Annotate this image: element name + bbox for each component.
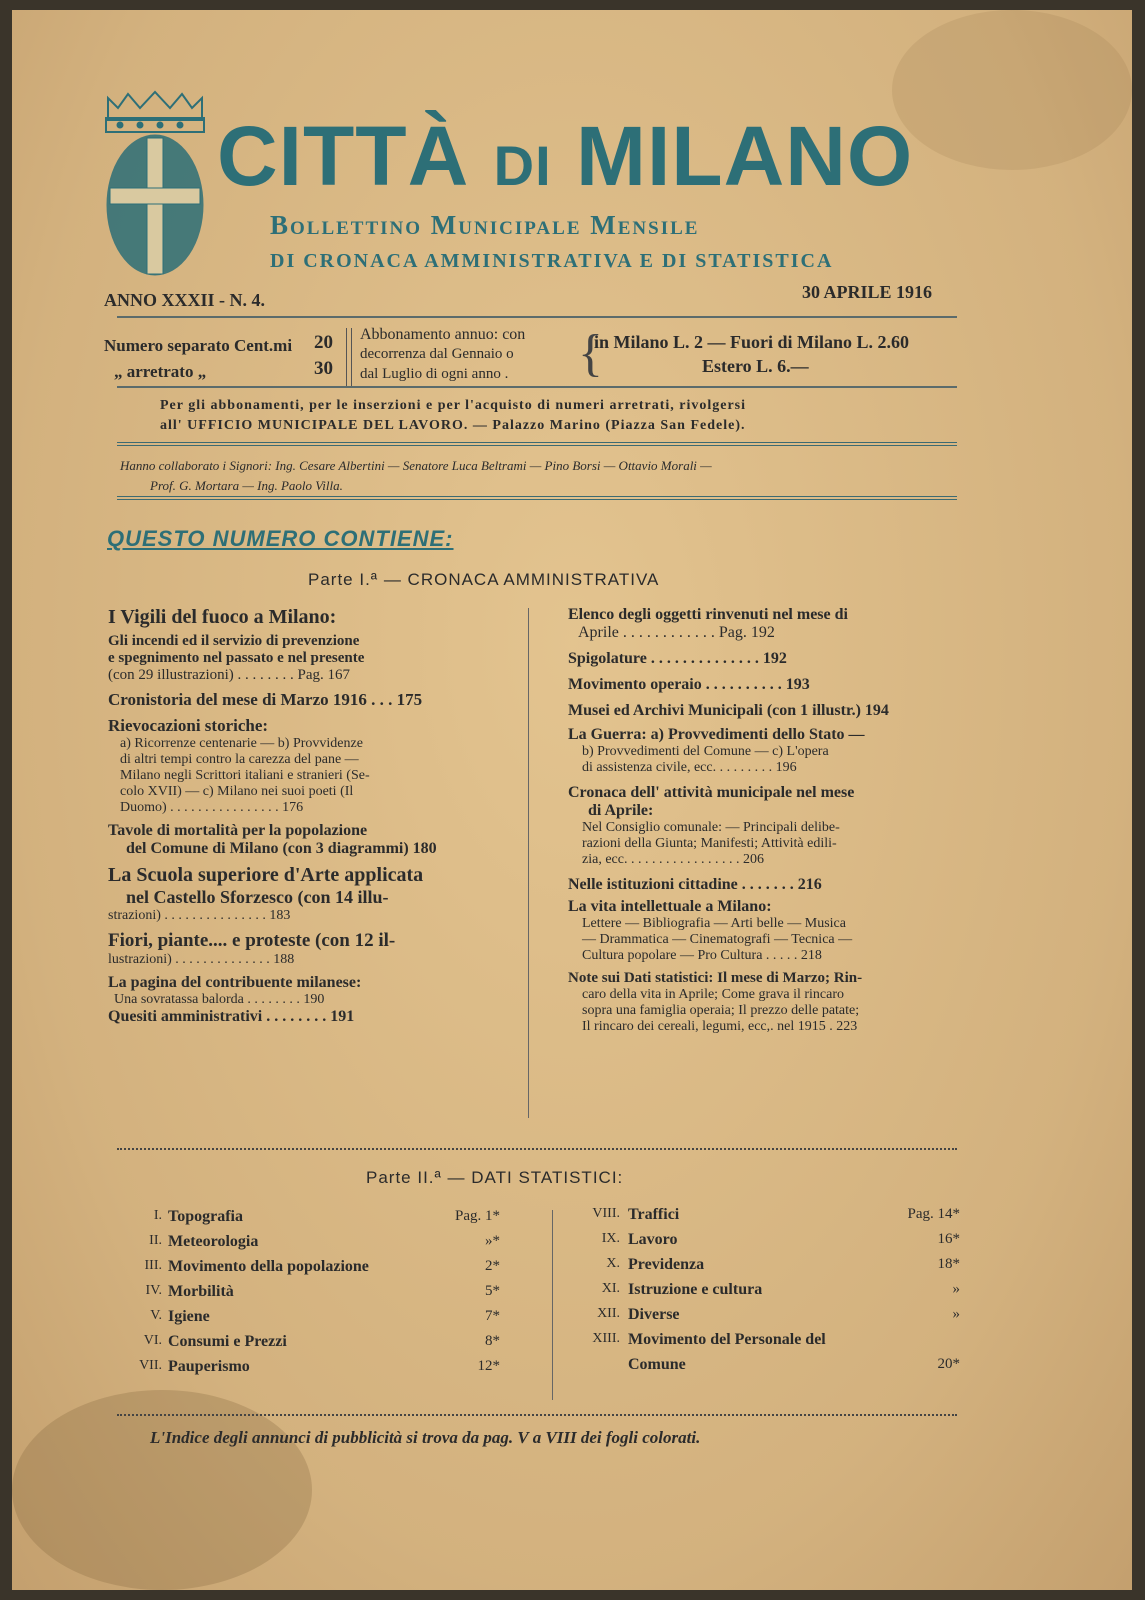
stat-section (572, 1281, 972, 1306)
toc-entry-title: Rievocazioni storiche: (108, 716, 269, 735)
price-divider (346, 328, 352, 386)
section-number: I. (153, 1208, 162, 1223)
part2-left-column (130, 1208, 530, 1383)
toc-entry-detail: (con 29 illustrazioni) . . . . . . . . Pag. 167 (108, 667, 351, 683)
toc-entry-title: del Comune di Milano (con 3 diagrammi) 180 (126, 840, 437, 857)
toc-entry-title: Cronistoria del mese di Marzo 1916 . . . 175 (108, 690, 423, 709)
section-page: Pag. 14* (907, 1206, 960, 1222)
section-number: XI. (601, 1281, 620, 1296)
toc-entry-title: Spigolature . . . . . . . . . . . . . . 192 (568, 650, 787, 667)
divider (117, 386, 957, 388)
toc-entry-detail: Lettere — Bibliografia — Arti belle — Musica (582, 916, 846, 931)
section-number: X. (606, 1256, 620, 1271)
stat-section (572, 1231, 972, 1256)
fees-line2: Estero L. 6.— (702, 356, 809, 376)
section-page: Pag. 1* (455, 1208, 500, 1224)
toc-entry-detail: lustrazioni) . . . . . . . . . . . . . . 188 (108, 952, 295, 967)
divider (117, 496, 957, 500)
part2-right-column (572, 1206, 972, 1381)
abbonamento-line2: decorrenza dal Gennaio o (360, 346, 514, 362)
section-title: Comune (628, 1356, 686, 1373)
part1-right-column (568, 606, 963, 1035)
section-number: VIII. (592, 1206, 620, 1221)
footer-note: L'Indice degli annunci di pubblicità si trova da pag. V a VIII dei fogli colorati. (150, 1428, 701, 1447)
toc-entry-detail: — Drammatica — Cinematografi — Tecnica — (582, 932, 853, 947)
section-title: Morbilità (168, 1283, 234, 1300)
section-page: 5* (485, 1283, 500, 1299)
issue-date: 30 APRILE 1916 (802, 282, 933, 302)
stat-section (572, 1306, 972, 1331)
toc-entry-detail: Duomo) . . . . . . . . . . . . . . . . 176 (120, 800, 304, 815)
age-stain (12, 1390, 312, 1590)
age-stain (892, 10, 1132, 170)
issue-number: ANNO XXXII - N. 4. (104, 290, 265, 310)
stat-section (130, 1208, 530, 1233)
bulletin-page (12, 10, 1132, 1590)
section-number: XII. (597, 1306, 620, 1321)
abbonamento-line3: dal Luglio di ogni anno . (360, 366, 509, 382)
stat-section (572, 1331, 972, 1356)
toc-entry-title: nel Castello Sforzesco (con 14 illu- (126, 887, 389, 907)
part1-left-column (108, 606, 513, 1026)
masthead-subtitle-2: DI CRONACA AMMINISTRATIVA E DI STATISTICA (270, 250, 834, 272)
fees-line1: in Milano L. 2 — Fuori di Milano L. 2.60 (594, 332, 910, 352)
stat-section (572, 1256, 972, 1281)
toc-entry-title: Elenco degli oggetti rinvenuti nel mese di (568, 606, 848, 623)
toc-entry-detail: Milano negli Scrittori italiani e stranieri (Se- (120, 768, 370, 783)
collaborators-line2: Prof. G. Mortara — Ing. Paolo Villa. (150, 478, 343, 493)
brace: { (578, 325, 603, 382)
toc-entry-title: Cronaca dell' attività municipale nel mese (568, 784, 855, 801)
price-separato-value: 20 (314, 332, 333, 353)
section-page: 7* (485, 1308, 500, 1324)
contents-heading: QUESTO NUMERO CONTIENE: (107, 526, 454, 551)
toc-entry-title: Movimento operaio . . . . . . . . . . 193 (568, 676, 810, 693)
toc-entry-title: Nelle istituzioni cittadine . . . . . . . 216 (568, 876, 822, 893)
section-page: 12* (477, 1358, 500, 1374)
divider (117, 316, 957, 318)
stat-section (130, 1308, 530, 1333)
section-title: Consumi e Prezzi (168, 1333, 287, 1350)
section-page: 8* (485, 1333, 500, 1349)
toc-entry-detail: Il rincaro dei cereali, legumi, ecc,. nel 1915 . 223 (582, 1019, 858, 1034)
column-divider (528, 608, 529, 1118)
stat-section (130, 1333, 530, 1358)
toc-entry-detail: Nel Consiglio comunale: — Principali delibe- (582, 820, 840, 835)
toc-entry-detail: Cultura popolare — Pro Cultura . . . . . 218 (582, 948, 822, 963)
toc-entry-title: Tavole di mortalità per la popolazione (108, 822, 368, 839)
toc-entry-detail: a) Ricorrenze centenarie — b) Provvidenze (120, 736, 363, 751)
section-number: III. (144, 1258, 162, 1273)
title-citta: CITTÀ (217, 109, 470, 203)
section-title: Traffici (628, 1206, 680, 1223)
section-number: V. (150, 1308, 162, 1323)
divider (117, 1414, 957, 1416)
section-page: 16* (937, 1231, 960, 1247)
section-title: Lavoro (628, 1231, 678, 1248)
stat-section (130, 1283, 530, 1308)
section-page: » (952, 1281, 960, 1297)
section-title: Diverse (628, 1306, 680, 1323)
toc-entry-subtitle: e spegnimento nel passato e nel presente (108, 650, 365, 666)
toc-entry-title: Note sui Dati statistici: Il mese di Marzo; Rin- (568, 970, 863, 986)
notice-line1: Per gli abbonamenti, per le inserzioni e per l'acquisto di numeri arretrati, rivolgersi (160, 398, 747, 413)
section-number: VI. (143, 1333, 162, 1348)
toc-entry-title: di Aprile: (588, 802, 654, 819)
toc-entry-title: Fiori, piante.... e proteste (con 12 il- (108, 930, 396, 951)
toc-entry-detail: strazioni) . . . . . . . . . . . . . . . 183 (108, 908, 291, 923)
toc-entry-title: La vita intellettuale a Milano: (568, 898, 772, 915)
notice-line2: all' UFFICIO MUNICIPALE DEL LAVORO. — Palazzo Marino (Piazza San Fedele). (160, 418, 746, 433)
section-page: » (952, 1306, 960, 1322)
part1-heading: Parte I.ª — CRONACA AMMINISTRATIVA (308, 570, 660, 589)
toc-entry-title: Quesiti amministrativi . . . . . . . . 191 (108, 1008, 355, 1025)
part2-heading: Parte II.ª — DATI STATISTICI: (366, 1168, 624, 1187)
toc-entry-detail: sopra una famiglia operaia; Il prezzo delle patate; (582, 1003, 860, 1018)
toc-entry-detail: zia, ecc. . . . . . . . . . . . . . . . . 206 (582, 852, 764, 867)
section-title: Movimento del Personale del (628, 1331, 826, 1348)
divider (117, 1148, 957, 1150)
stat-section (130, 1258, 530, 1283)
toc-entry-title: La Scuola superiore d'Arte applicata (108, 864, 424, 886)
stat-section (572, 1356, 972, 1381)
section-title: Pauperismo (168, 1358, 250, 1375)
collaborators-line1: Hanno collaborato i Signori: Ing. Cesare Albertini — Senatore Luca Beltrami — Pino Borsi — Ottavio Morali — (120, 458, 712, 473)
toc-entry-detail: di altri tempi contro la carezza del pane — (120, 752, 359, 767)
toc-entry-subtitle: Gli incendi ed il servizio di prevenzione (108, 633, 360, 649)
section-number: IV. (145, 1283, 162, 1298)
toc-entry-detail: b) Provvedimenti del Comune — c) L'opera (582, 744, 829, 759)
section-title: Meteorologia (168, 1233, 259, 1250)
column-divider (552, 1210, 553, 1400)
title-di: DI (493, 134, 552, 197)
abbonamento-line1: Abbonamento annuo: con (360, 326, 526, 343)
section-title: Istruzione e cultura (628, 1281, 763, 1298)
toc-entry-detail: caro della vita in Aprile; Come grava il rincaro (582, 987, 845, 1002)
toc-entry-detail: colo XVII) — c) Milano nei suoi poeti (Il (120, 784, 354, 799)
price-arretrato-value: 30 (314, 358, 333, 379)
masthead-title (217, 108, 913, 205)
section-title: Igiene (168, 1308, 210, 1325)
section-page: 20* (937, 1356, 960, 1372)
stat-section (130, 1358, 530, 1383)
toc-entry-detail: Aprile . . . . . . . . . . . . Pag. 192 (578, 624, 775, 641)
section-page: »* (485, 1233, 500, 1249)
toc-entry-detail: razioni della Giunta; Manifesti; Attività edili- (582, 836, 837, 851)
section-page: 2* (485, 1258, 500, 1274)
toc-entry-detail: Una sovratassa balorda . . . . . . . . 190 (114, 992, 325, 1007)
section-number: IX. (601, 1231, 620, 1246)
section-number: VII. (139, 1358, 162, 1373)
stat-section (130, 1233, 530, 1258)
price-arretrato-label: „ arretrato „ (114, 362, 207, 381)
title-milano: MILANO (575, 109, 914, 203)
section-number: XIII. (592, 1331, 620, 1346)
section-page: 18* (937, 1256, 960, 1272)
section-number: II. (149, 1233, 162, 1248)
section-title: Movimento della popolazione (168, 1258, 369, 1275)
toc-entry-title: Musei ed Archivi Municipali (con 1 illustr.) 194 (568, 702, 889, 719)
milan-coat-of-arms (100, 90, 210, 285)
toc-entry-title: La Guerra: a) Provvedimenti dello Stato — (568, 726, 865, 743)
toc-entry-title: I Vigili del fuoco a Milano: (108, 606, 337, 628)
section-title: Topografia (168, 1208, 243, 1225)
toc-entry-title: La pagina del contribuente milanese: (108, 974, 362, 991)
toc-entry-detail: di assistenza civile, ecc. . . . . . . . . 196 (582, 760, 797, 775)
masthead-subtitle: Bollettino Municipale Mensile (270, 210, 700, 240)
divider (117, 442, 957, 446)
stat-section (572, 1206, 972, 1231)
section-title: Previdenza (628, 1256, 705, 1273)
price-separato-label: Numero separato Cent.mi (104, 336, 293, 355)
